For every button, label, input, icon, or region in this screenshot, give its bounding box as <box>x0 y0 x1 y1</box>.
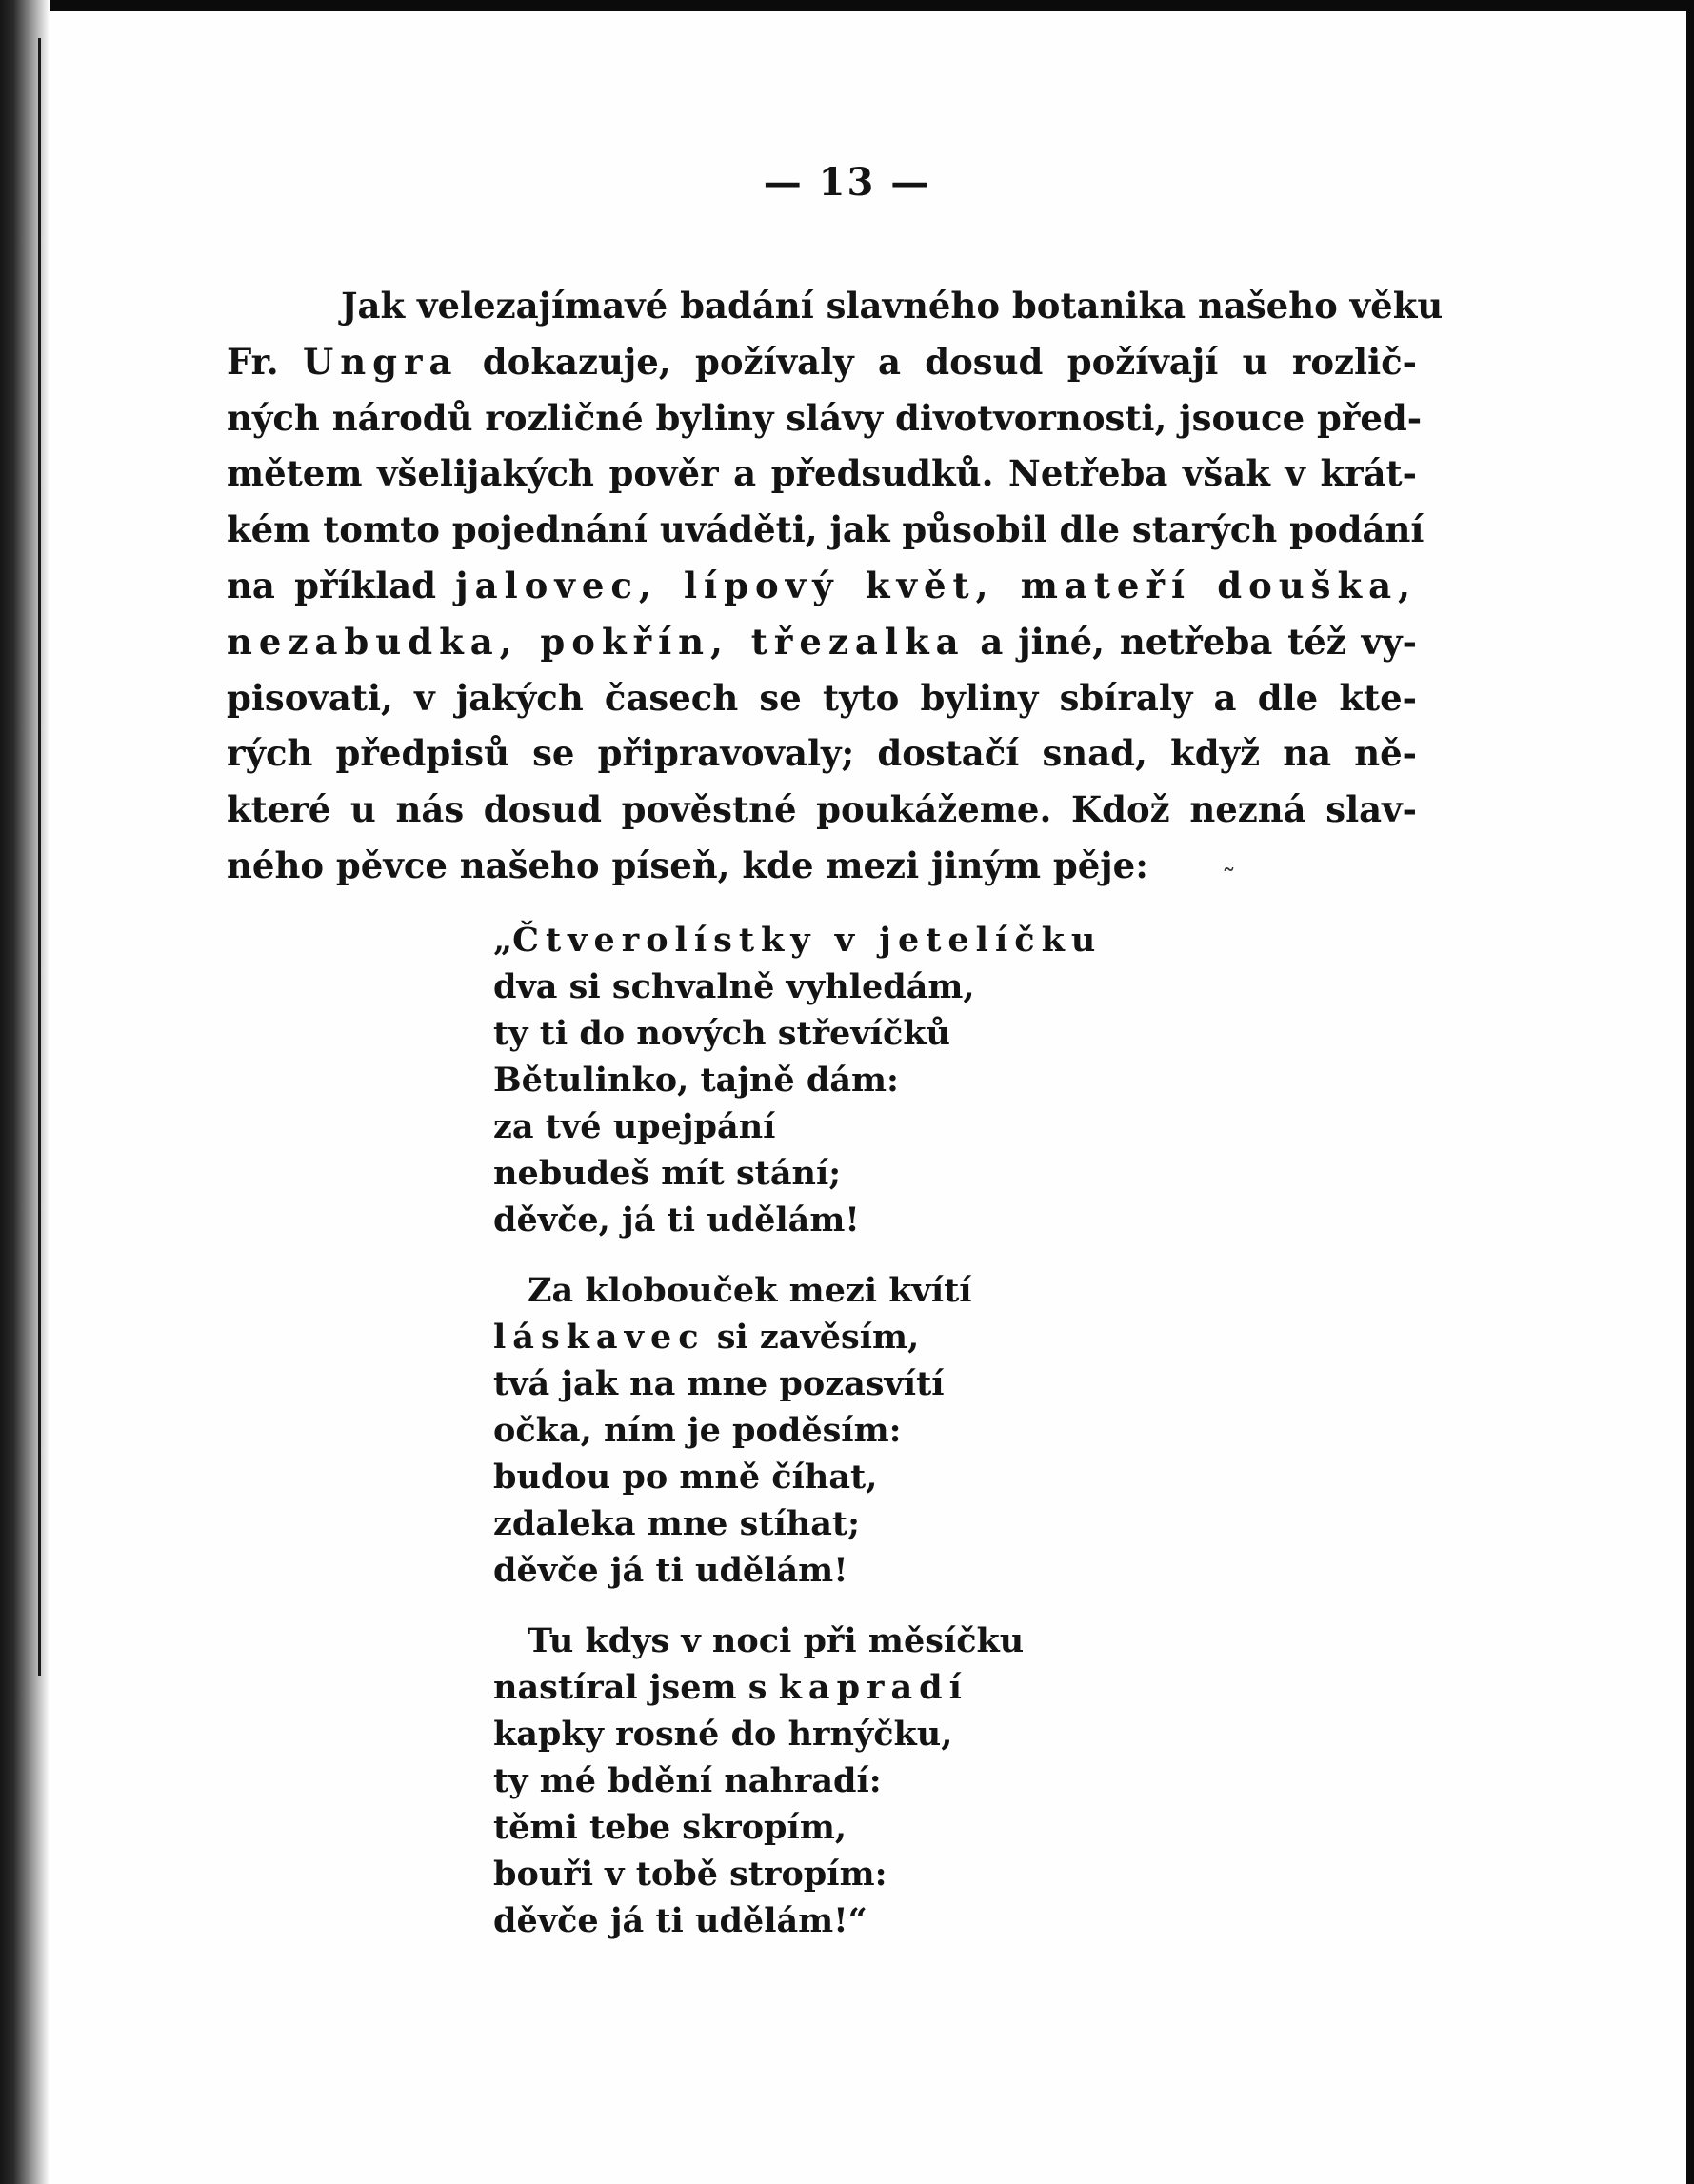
verse-line-part: nastíral jsem s <box>493 1668 779 1707</box>
prose-line-part: Fr. <box>227 340 303 383</box>
prose-line <box>227 558 1417 614</box>
verse-line-part: děvče já ti udělám! <box>493 1551 848 1590</box>
verse-line-part: děvče já ti udělám!“ <box>493 1901 867 1940</box>
prose-line <box>227 782 1417 838</box>
verse-line <box>493 1804 1179 1851</box>
verse-line <box>493 1360 1179 1407</box>
prose-line-part: Ungra <box>302 340 459 383</box>
verse-line-part: „ <box>493 921 513 960</box>
verse-line-part: ty mé bdění nahradí: <box>493 1761 882 1800</box>
prose-line <box>227 838 1417 894</box>
verse-line <box>493 1618 1179 1664</box>
prose-line-part: jalovec, lípový květ, mateří douška, <box>455 564 1417 606</box>
verse-line <box>493 1407 1179 1454</box>
verse-line-part: kapradí <box>778 1668 968 1707</box>
verse-line-part: zdaleka mne stíhat; <box>493 1504 861 1543</box>
prose-line-part: ného pěvce našeho píseň, kde mezi jiným pěje: <box>227 844 1148 886</box>
verse-line <box>493 1711 1179 1757</box>
verse-line <box>493 1197 1179 1243</box>
verse-line-part: tvá jak na mne pozasvítí <box>493 1364 945 1403</box>
ink-mark-icon: ˷ <box>1222 840 1236 873</box>
verse-line-part: Čtverolístky v jetelíčku <box>512 921 1103 960</box>
verse-line-part: Za klobouček mezi kvítí <box>528 1271 972 1310</box>
prose-line-part: kém tomto pojednání uváděti, jak působil dle starých podání <box>227 508 1425 551</box>
verse-line <box>493 1500 1179 1547</box>
verse-line <box>493 1267 1179 1314</box>
poem-quotation <box>493 917 1179 1968</box>
prose-line <box>227 670 1417 726</box>
verse-line-part: těmi tebe skropím, <box>493 1808 847 1847</box>
verse-line <box>493 1664 1179 1711</box>
verse-line-part: bouři v tobě stropím: <box>493 1855 887 1894</box>
prose-paragraph <box>227 278 1444 894</box>
verse-line-part: nebudeš mít stání; <box>493 1154 842 1193</box>
prose-line-part: Jak velezajímavé badání slavného botanika našeho věku <box>341 285 1444 327</box>
prose-line-part: na příklad <box>227 564 456 606</box>
prose-line-part: nezabudka, pokřín, třezalka <box>227 620 966 663</box>
prose-line-part: a jiné, netřeba též vy- <box>965 620 1417 663</box>
scan-left-edge <box>0 0 50 2184</box>
prose-line-part: mětem všelijakých pověr a předsudků. Netřeba však v krát- <box>227 452 1417 495</box>
verse-line-part: budou po mně číhat, <box>493 1458 878 1497</box>
verse-line <box>493 1010 1179 1057</box>
verse-line-part: Tu kdys v noci při měsíčku <box>528 1621 1025 1660</box>
verse-line-part: za tvé upejpání <box>493 1107 776 1146</box>
verse-line <box>493 1314 1179 1360</box>
verse-line <box>493 1150 1179 1197</box>
prose-line-part: ných národů rozličné byliny slávy divotvornosti, jsouce před- <box>227 396 1423 439</box>
prose-line-part: rých předpisů se připravovaly; dostačí snad, když na ně- <box>227 732 1417 775</box>
prose-line <box>227 502 1425 558</box>
verse-line <box>493 1897 1179 1944</box>
stanza <box>493 917 1179 1243</box>
verse-line <box>493 1454 1179 1500</box>
verse-line <box>493 1547 1179 1594</box>
prose-line <box>227 725 1417 782</box>
stanza <box>493 1267 1179 1594</box>
verse-line-part: děvče, já ti udělám! <box>493 1201 860 1240</box>
verse-line-part: dva si schvalně vyhledám, <box>493 967 975 1006</box>
prose-line <box>227 614 1417 670</box>
verse-line-part: očka, ním je poděsím: <box>493 1411 902 1450</box>
scan-top-border <box>0 0 1694 11</box>
prose-line <box>227 446 1417 502</box>
verse-line <box>493 963 1179 1010</box>
scan-right-border <box>1686 0 1694 2184</box>
scan-left-binding-line <box>38 38 41 1676</box>
prose-line <box>227 334 1417 390</box>
verse-line-part: Bětulinko, tajně dám: <box>493 1061 899 1100</box>
verse-line <box>493 1057 1179 1103</box>
verse-line <box>493 917 1179 963</box>
prose-line <box>227 390 1423 447</box>
verse-line-part: si zavěsím, <box>705 1318 920 1357</box>
verse-line-part: láskavec <box>493 1318 706 1357</box>
verse-line <box>493 1103 1179 1150</box>
verse-line <box>493 1757 1179 1804</box>
prose-line <box>227 278 1444 334</box>
verse-line-part: kapky rosné do hrnýčku, <box>493 1715 953 1754</box>
prose-line-part: které u nás dosud pověstné poukážeme. Kdož nezná slav- <box>227 788 1417 831</box>
verse-line-part: ty ti do nových střevíčků <box>493 1014 950 1053</box>
verse-line <box>493 1851 1179 1897</box>
prose-line-part: dokazuje, požívaly a dosud požívají u rozlič- <box>458 340 1418 383</box>
stanza <box>493 1618 1179 1944</box>
page-number: — 13 — <box>763 160 931 205</box>
prose-line-part: pisovati, v jakých časech se tyto byliny sbíraly a dle kte- <box>227 676 1417 719</box>
